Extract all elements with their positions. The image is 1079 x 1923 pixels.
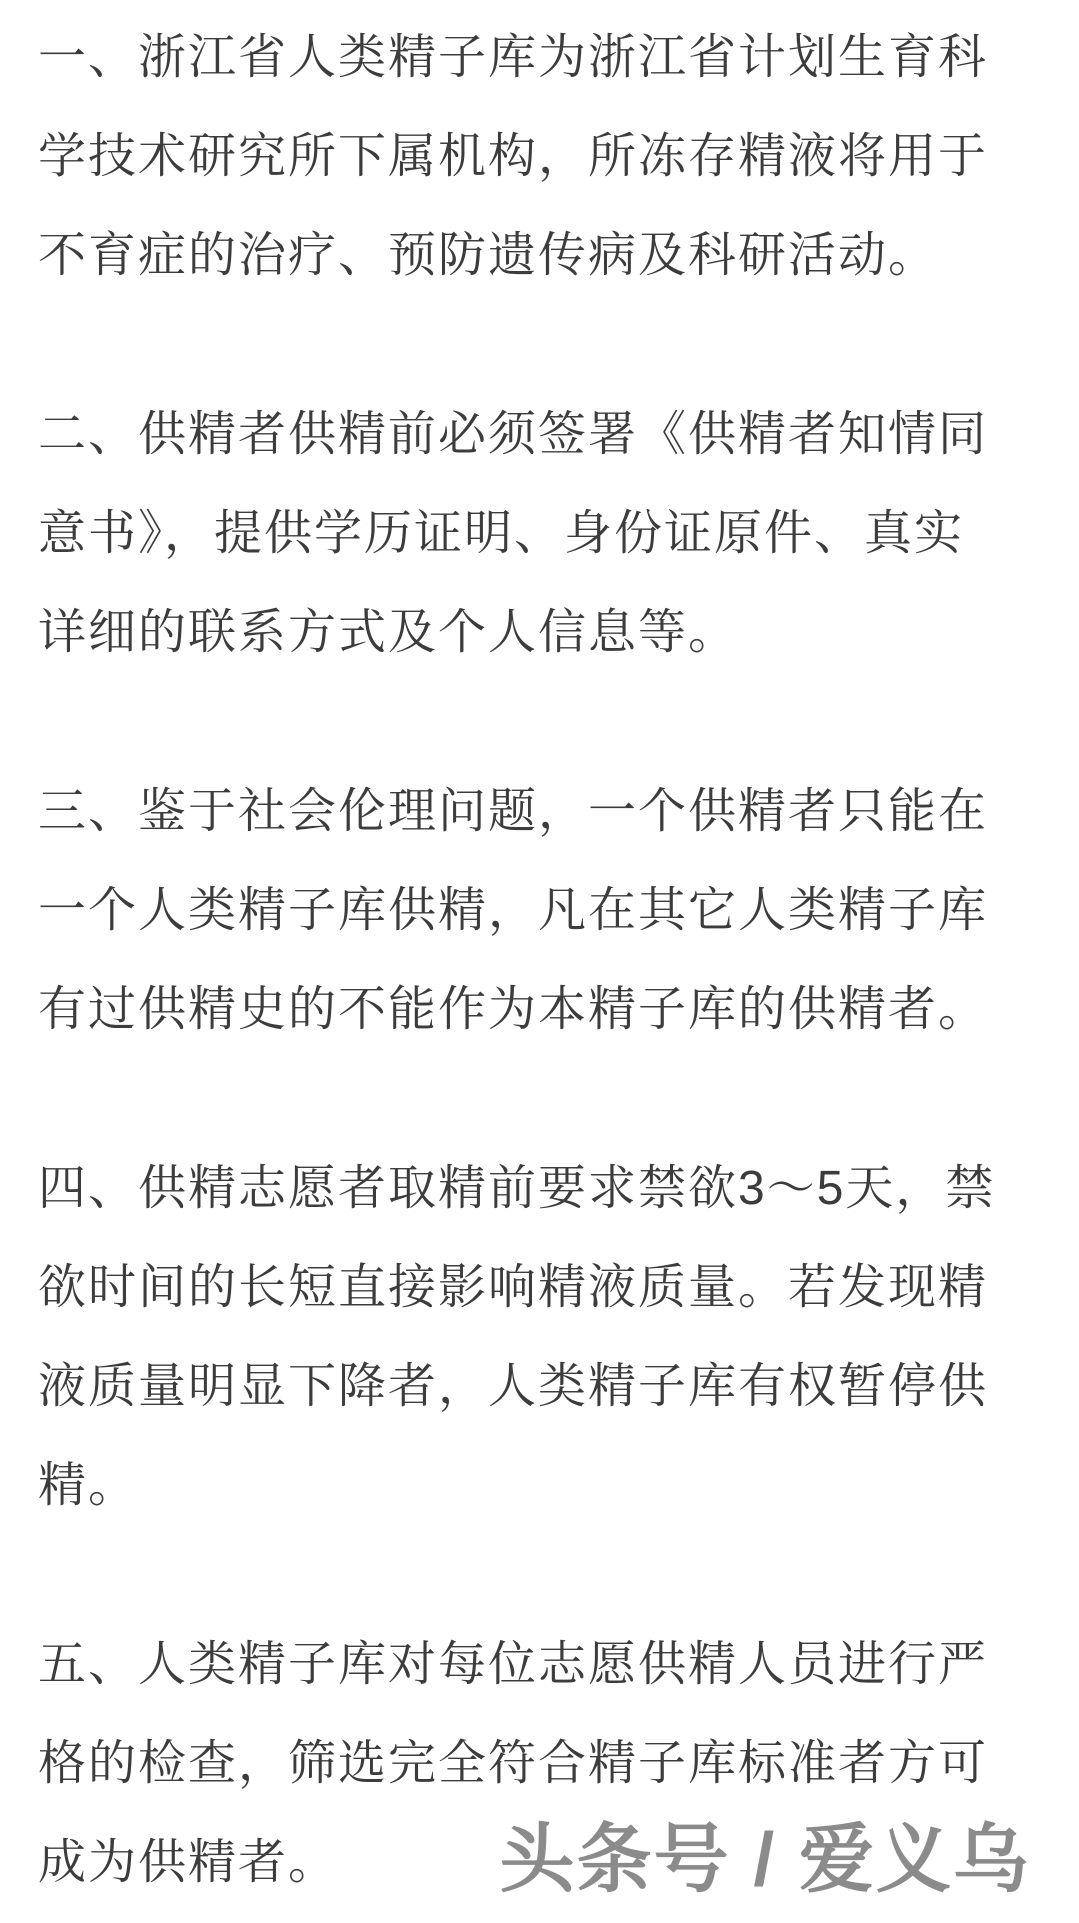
text-line: 一个人类精子库供精，凡在其它人类精子库 xyxy=(38,884,989,937)
text-line: 学技术研究所下属机构，所冻存精液将用于 xyxy=(38,130,989,183)
text-line: 精。 xyxy=(38,1459,139,1512)
paragraph-rule-2 xyxy=(38,385,1041,682)
text-line: 欲时间的长短直接影响精液质量。若发现精 xyxy=(38,1261,989,1314)
text-line: 液质量明显下降者，人类精子库有权暂停供 xyxy=(38,1360,989,1413)
text-line: 成为供精者。 xyxy=(38,1836,339,1889)
text-line: 不育症的治疗、预防遗传病及科研活动。 xyxy=(38,229,939,282)
text-line: 二、供精者供精前必须签署《供精者知情同 xyxy=(38,408,989,461)
watermark xyxy=(499,1817,1030,1901)
watermark-text: 头条号 / 爱义乌 xyxy=(499,1817,1030,1901)
text-line: 一、浙江省人类精子库为浙江省计划生育科 xyxy=(38,31,989,84)
text-line: 意书》，提供学历证明、身份证原件、真实 xyxy=(38,507,965,560)
paragraph-rule-1 xyxy=(38,8,1041,305)
paragraph-rule-4 xyxy=(38,1139,1041,1535)
text-line: 五、人类精子库对每位志愿供精人员进行严 xyxy=(38,1638,989,1691)
text-line: 有过供精史的不能作为本精子库的供精者。 xyxy=(38,983,989,1036)
text-line: 三、鉴于社会伦理问题，一个供精者只能在 xyxy=(38,785,989,838)
paragraph-rule-3 xyxy=(38,762,1041,1059)
text-line: 四、供精志愿者取精前要求禁欲3～5天，禁 xyxy=(38,1162,996,1215)
text-line: 格的检查，筛选完全符合精子库标准者方可 xyxy=(38,1737,989,1790)
text-line: 详细的联系方式及个人信息等。 xyxy=(38,606,739,659)
